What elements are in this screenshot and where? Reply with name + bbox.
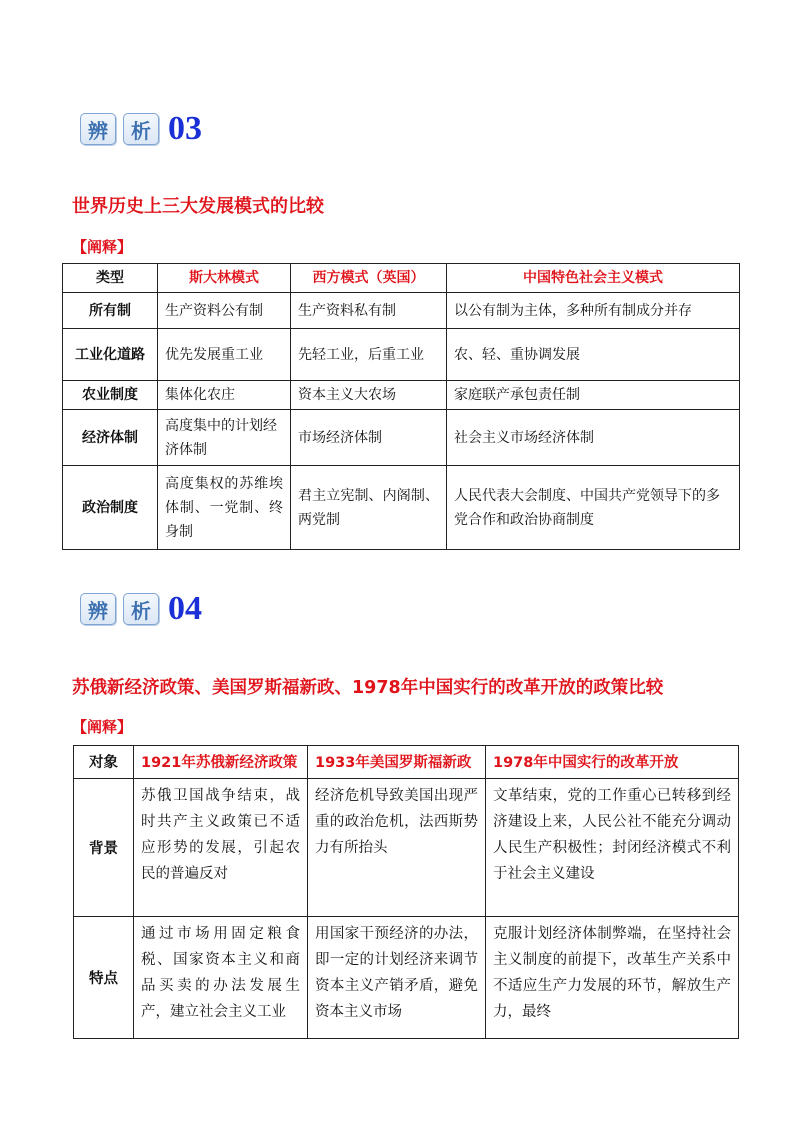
col-header: 1978年中国实行的改革开放 xyxy=(486,746,739,779)
model-comparison-table xyxy=(62,263,740,550)
table-header-row xyxy=(74,746,739,779)
badge-char-xi: 析 xyxy=(123,593,159,625)
table-cell: 用国家干预经济的办法，即一定的计划经济来调节资本主义产销矛盾，避免资本主义市场 xyxy=(308,917,486,1039)
table-cell: 文革结束，党的工作重心已转移到经济建设上来，人民公社不能充分调动人民生产积极性；封闭经济模式不利于社会主义建设 xyxy=(486,779,739,917)
row-header: 所有制 xyxy=(63,293,158,329)
row-header: 工业化道路 xyxy=(63,329,158,381)
table-cell: 生产资料公有制 xyxy=(158,293,291,329)
table-row xyxy=(74,917,739,1039)
table-corner: 类型 xyxy=(63,264,158,293)
table-header-row xyxy=(63,264,740,293)
badge-number: 04 xyxy=(168,590,202,627)
row-header: 背景 xyxy=(74,779,134,917)
table-cell: 人民代表大会制度、中国共产党领导下的多党合作和政治协商制度 xyxy=(447,466,740,550)
policy-comparison-table xyxy=(73,745,739,1039)
section1-title: 世界历史上三大发展模式的比较 xyxy=(72,196,324,217)
col-header: 1921年苏俄新经济政策 xyxy=(134,746,308,779)
col-header: 斯大林模式 xyxy=(158,264,291,293)
table-row xyxy=(63,466,740,550)
col-header: 西方模式（英国） xyxy=(291,264,447,293)
table-cell: 君主立宪制、内阁制、两党制 xyxy=(291,466,447,550)
table-row xyxy=(63,410,740,466)
table-cell: 以公有制为主体，多种所有制成分并存 xyxy=(447,293,740,329)
badge-char-xi: 析 xyxy=(123,113,159,145)
badge-char-bian: 辨 xyxy=(80,113,116,145)
section1-badge xyxy=(80,110,202,148)
section1-explain-label: 【阐释】 xyxy=(72,238,133,256)
section2-badge xyxy=(80,590,202,628)
row-header: 特点 xyxy=(74,917,134,1039)
table-cell: 通过市场用固定粮食税、国家资本主义和商品买卖的办法发展生产，建立社会主义工业 xyxy=(134,917,308,1039)
table-cell: 农、轻、重协调发展 xyxy=(447,329,740,381)
table-row xyxy=(74,779,739,917)
table-cell: 高度集权的苏维埃体制、一党制、终身制 xyxy=(158,466,291,550)
col-header: 中国特色社会主义模式 xyxy=(447,264,740,293)
table-cell: 优先发展重工业 xyxy=(158,329,291,381)
table-row xyxy=(63,293,740,329)
badge-number: 03 xyxy=(168,110,202,147)
row-header: 政治制度 xyxy=(63,466,158,550)
section2-explain-label: 【阐释】 xyxy=(72,718,133,736)
row-header: 经济体制 xyxy=(63,410,158,466)
table-row xyxy=(63,329,740,381)
table-cell: 市场经济体制 xyxy=(291,410,447,466)
table-cell: 经济危机导致美国出现严重的政治危机，法西斯势力有所抬头 xyxy=(308,779,486,917)
row-header: 农业制度 xyxy=(63,381,158,410)
badge-char-bian: 辨 xyxy=(80,593,116,625)
table-cell: 社会主义市场经济体制 xyxy=(447,410,740,466)
col-header: 1933年美国罗斯福新政 xyxy=(308,746,486,779)
table-cell: 苏俄卫国战争结束，战时共产主义政策已不适应形势的发展，引起农民的普遍反对 xyxy=(134,779,308,917)
table-corner: 对象 xyxy=(74,746,134,779)
table-cell: 资本主义大农场 xyxy=(291,381,447,410)
table-cell: 高度集中的计划经济体制 xyxy=(158,410,291,466)
section2-title: 苏俄新经济政策、美国罗斯福新政、1978年中国实行的改革开放的政策比较 xyxy=(72,678,664,698)
table-cell: 家庭联产承包责任制 xyxy=(447,381,740,410)
table-cell: 生产资料私有制 xyxy=(291,293,447,329)
table-cell: 先轻工业，后重工业 xyxy=(291,329,447,381)
table-row xyxy=(63,381,740,410)
table-cell: 集体化农庄 xyxy=(158,381,291,410)
table-cell: 克服计划经济体制弊端，在坚持社会主义制度的前提下，改革生产关系中不适应生产力发展的环节，解放生产力，最终 xyxy=(486,917,739,1039)
